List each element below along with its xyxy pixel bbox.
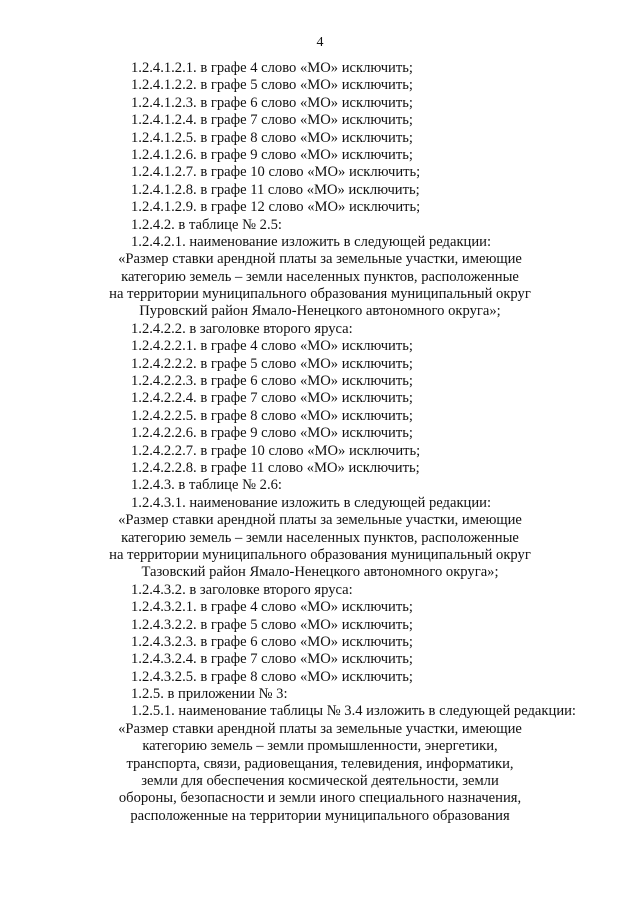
amendment-line: 1.2.4.3.2. в заголовке второго яруса:: [131, 581, 353, 598]
amendment-line: 1.2.4.1.2.7. в графе 10 слово «МО» исключить;: [131, 164, 421, 181]
amendment-line: 1.2.4.2.2.3. в графе 6 слово «МО» исключить;: [131, 373, 413, 390]
amendment-line: 1.2.4.1.2.2. в графе 5 слово «МО» исключить;: [131, 77, 413, 94]
amendment-line: 1.2.4.2.2.7. в графе 10 слово «МО» исключить;: [131, 442, 421, 459]
amendment-line: 1.2.4.2.2.6. в графе 9 слово «МО» исключить;: [131, 425, 413, 442]
amendment-line: 1.2.4.1.2.3. в графе 6 слово «МО» исключить;: [131, 94, 413, 111]
amendment-line: 1.2.4.1.2.5. в графе 8 слово «МО» исключить;: [131, 129, 413, 146]
page-number: 4: [316, 35, 324, 50]
quoted-heading-line: категорию земель – земли населенных пунктов, расположенные: [121, 268, 519, 285]
amendment-line: 1.2.4.2.2. в заголовке второго яруса:: [131, 320, 353, 337]
amendment-line: 1.2.4.1.2.8. в графе 11 слово «МО» исключить;: [131, 181, 420, 198]
quoted-heading-line: «Размер ставки арендной платы за земельные участки, имеющие: [118, 512, 522, 529]
amendment-line: 1.2.4.2.1. наименование изложить в следующей редакции:: [131, 233, 492, 250]
amendment-line: 1.2.4.3.2.4. в графе 7 слово «МО» исключить;: [131, 651, 413, 668]
quoted-heading-line: обороны, безопасности и земли иного специального назначения,: [118, 790, 522, 807]
amendment-line: 1.2.4.3.2.2. в графе 5 слово «МО» исключить;: [131, 616, 413, 633]
amendment-line: 1.2.4.2.2.2. в графе 5 слово «МО» исключить;: [131, 355, 413, 372]
quoted-heading-line: «Размер ставки арендной платы за земельные участки, имеющие: [118, 720, 522, 737]
quoted-heading-line: Тазовский район Ямало-Ненецкого автономного округа»;: [141, 564, 499, 581]
amendment-line: 1.2.4.3. в таблице № 2.6:: [131, 477, 282, 494]
amendment-line: 1.2.4.3.2.1. в графе 4 слово «МО» исключить;: [131, 599, 413, 616]
quoted-heading-line: категорию земель – земли промышленности, энергетики,: [142, 738, 498, 755]
quoted-heading-line: земли для обеспечения космической деятельности, земли: [141, 773, 499, 790]
document-body: [0, 60, 640, 825]
amendment-line: 1.2.4.2.2.8. в графе 11 слово «МО» исключить;: [131, 459, 420, 476]
amendment-line: 1.2.4.1.2.1. в графе 4 слово «МО» исключить;: [131, 60, 413, 76]
amendment-line: 1.2.4.2.2.1. в графе 4 слово «МО» исключить;: [131, 338, 413, 355]
amendment-line: 1.2.4.2. в таблице № 2.5:: [131, 216, 282, 233]
quoted-heading-line: на территории муниципального образования муниципальный округ: [109, 546, 531, 563]
amendment-line: 1.2.5. в приложении № 3:: [131, 686, 288, 703]
amendment-line: 1.2.4.1.2.6. в графе 9 слово «МО» исключить;: [131, 146, 413, 163]
amendment-line: 1.2.4.1.2.9. в графе 12 слово «МО» исключить;: [131, 199, 421, 216]
amendment-line: 1.2.4.3.1. наименование изложить в следующей редакции:: [131, 494, 492, 511]
quoted-heading-line: транспорта, связи, радиовещания, телевидения, информатики,: [126, 755, 514, 772]
amendment-line: 1.2.4.1.2.4. в графе 7 слово «МО» исключить;: [131, 112, 413, 129]
amendment-line: 1.2.4.3.2.3. в графе 6 слово «МО» исключить;: [131, 633, 413, 650]
quoted-heading-line: расположенные на территории муниципального образования: [130, 807, 510, 824]
quoted-heading-line: категорию земель – земли населенных пунктов, расположенные: [121, 529, 519, 546]
amendment-line: 1.2.4.2.2.4. в графе 7 слово «МО» исключить;: [131, 390, 413, 407]
quoted-heading-line: на территории муниципального образования муниципальный округ: [109, 286, 531, 303]
amendment-line: 1.2.4.3.2.5. в графе 8 слово «МО» исключить;: [131, 668, 413, 685]
quoted-heading-line: Пуровский район Ямало-Ненецкого автономного округа»;: [139, 303, 501, 320]
amendment-line: 1.2.5.1. наименование таблицы № 3.4 изложить в следующей редакции:: [131, 703, 576, 720]
amendment-line: 1.2.4.2.2.5. в графе 8 слово «МО» исключить;: [131, 407, 413, 424]
quoted-heading-line: «Размер ставки арендной платы за земельные участки, имеющие: [118, 251, 522, 268]
